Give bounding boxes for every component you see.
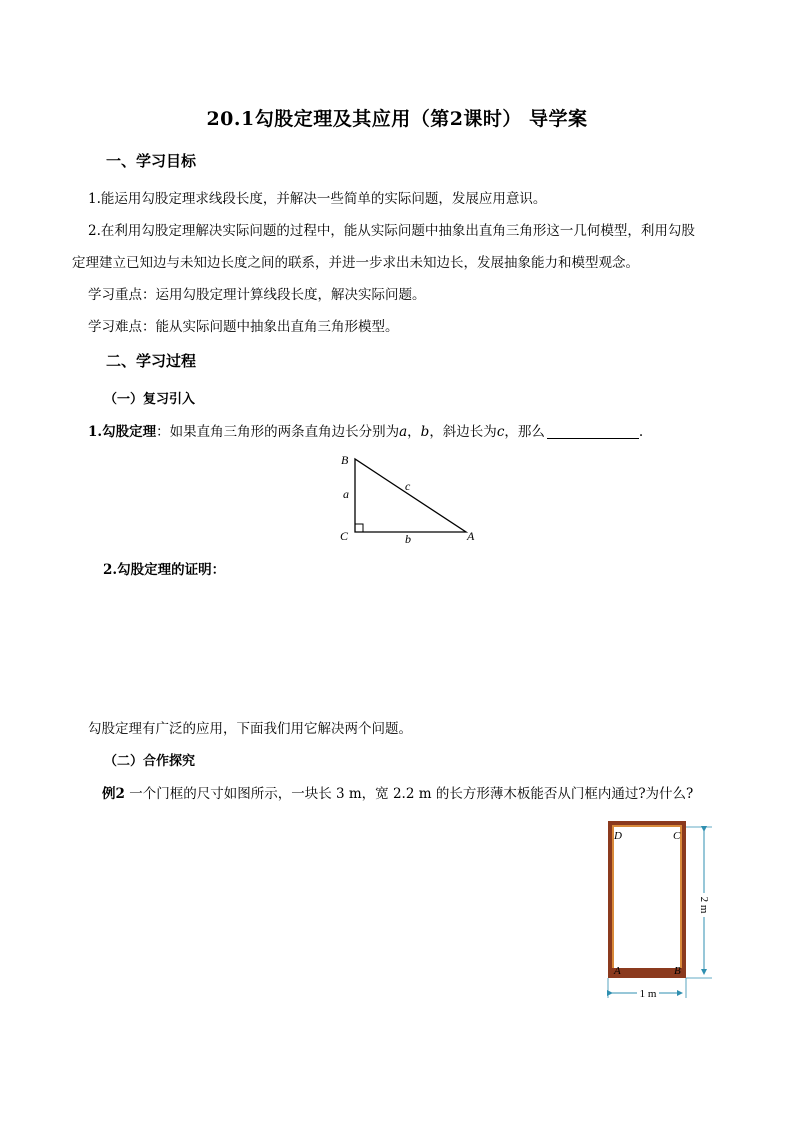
right-angle-mark [355,524,363,532]
goal-1: 1.能运用勾股定理求线段长度，并解决一些简单的实际问题，发展应用意识。 [88,191,547,207]
var-c: c [496,424,505,440]
goal-2-line-1: 2.在利用勾股定理解决实际问题的过程中，能从实际问题中抽象出直角三角形这一几何模型，利用勾股 [88,223,695,239]
side-b-label: b [405,532,411,546]
height-label: 2 m [698,896,710,914]
example-label: 例2 [102,786,125,802]
transition-text: 勾股定理有广泛的应用，下面我们用它解决两个问题。 [88,721,412,737]
key-point: 学习重点：运用勾股定理计算线段长度，解决实际问题。 [88,287,426,303]
proof-heading: 2.勾股定理的证明： [103,562,226,578]
var-b: b [420,424,430,440]
vertex-b-label: B [341,453,349,467]
theorem-statement: 1.勾股定理：如果直角三角形的两条直角边长分别为a，b，斜边长为c，那么 . [88,424,644,440]
door-vertex-b: B [674,965,681,977]
door-vertex-d: D [614,830,622,842]
section-heading-process: 二、学习过程 [106,352,197,370]
right-triangle-figure [330,450,490,550]
var-a: a [399,424,408,440]
page-title: 20.1勾股定理及其应用（第2课时） 导学案 [206,108,588,130]
width-label: 1 m [639,988,657,1000]
vertex-a-label: A [467,529,475,543]
triangle-shape [355,459,466,532]
section-heading-objectives: 一、学习目标 [106,152,197,170]
side-c-label: c [405,479,411,493]
door-vertex-a: A [614,965,621,977]
side-a-label: a [343,487,349,501]
example-2 [102,782,693,802]
door-opening [614,827,680,972]
vertex-c-label: C [340,529,349,543]
goal-2-line-2: 定理建立已知边与未知边长度之间的联系，并进一步求出未知边长，发展抽象能力和模型观念。 [72,255,639,271]
door-vertex-c: C [673,830,681,842]
door-frame-figure [600,815,720,1005]
answer-blank[interactable] [547,424,639,439]
difficulty: 学习难点：能从实际问题中抽象出直角三角形模型。 [88,319,399,335]
subheading-explore: （二）合作探究 [104,754,196,769]
theorem-label: 1.勾股定理 [88,424,157,440]
example-text: 一个门框的尺寸如图所示，一块长 3 m，宽 2.2 m 的长方形薄木板能否从门框内通过?为什么? [129,786,694,802]
subheading-review: （一）复习引入 [104,392,196,407]
